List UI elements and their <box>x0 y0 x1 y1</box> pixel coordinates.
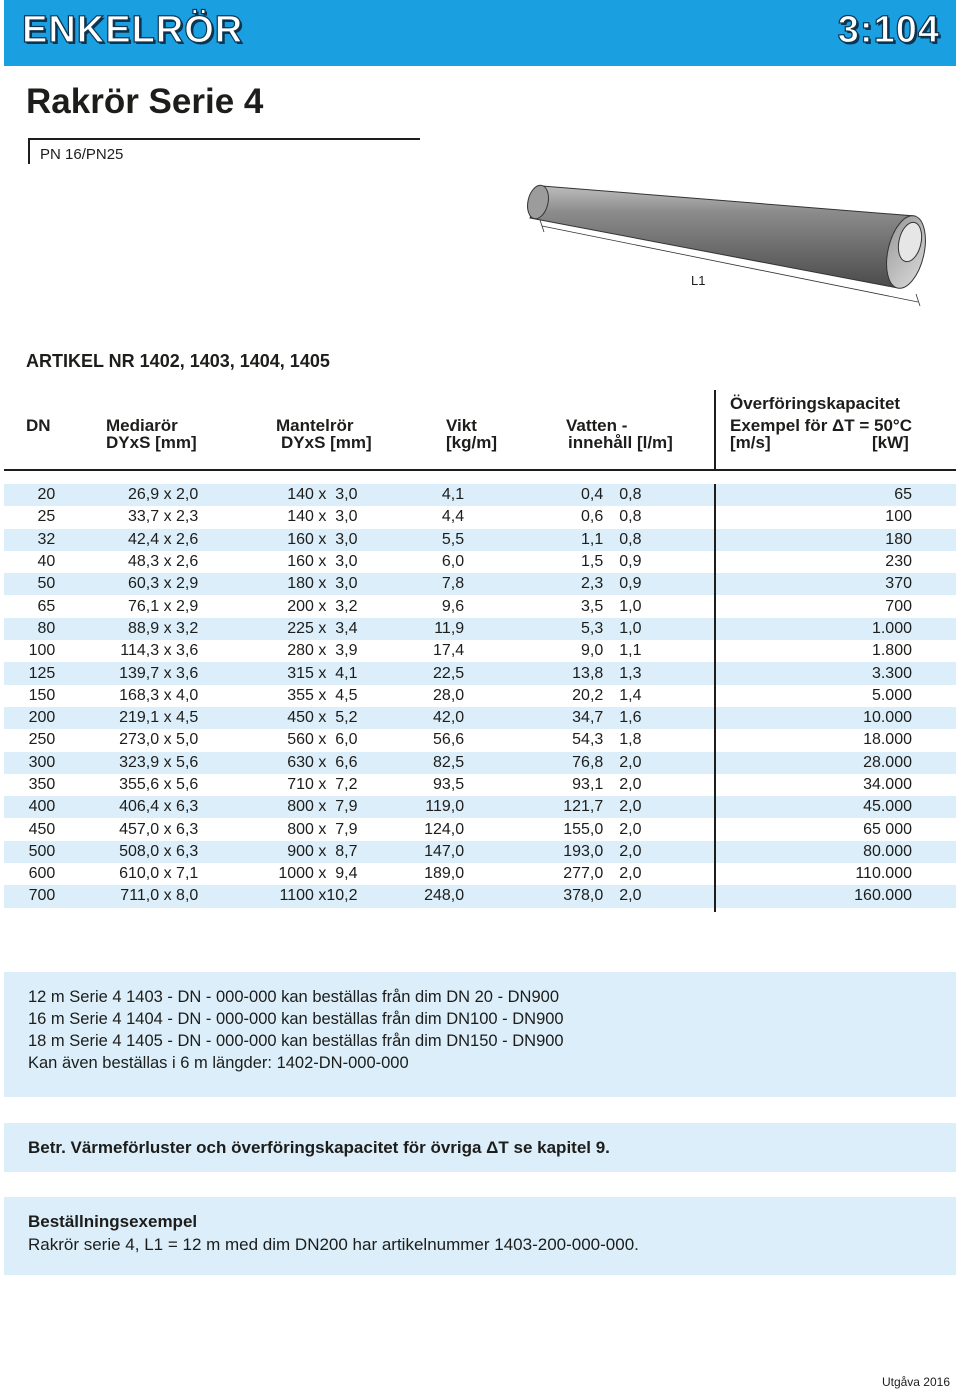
table-cell: 200 <box>4 707 55 729</box>
table-cell: 65 <box>667 484 956 506</box>
table-cell: 114,3 x 3,6 <box>55 640 198 662</box>
table-cell: 140 x 3,0 <box>198 506 357 528</box>
table-cell: 225 x 3,4 <box>198 618 357 640</box>
table-cell: 370 <box>667 573 956 595</box>
col-header-power-unit: [kW] <box>872 433 909 452</box>
table-cell: 160 x 3,0 <box>198 529 357 551</box>
table-cell: 1.000 <box>667 618 956 640</box>
table-cell: 40 <box>4 551 55 573</box>
table-cell: 355,6 x 5,6 <box>55 774 198 796</box>
table-cell: 277,0 <box>464 863 603 885</box>
table-cell: 34.000 <box>667 774 956 796</box>
table-row <box>4 529 956 551</box>
edition-label: Utgåva 2016 <box>881 1375 950 1389</box>
table-cell: 500 <box>4 841 55 863</box>
remark-text: Betr. Värmeförluster och överföringskapacitet för övriga ΔT se kapitel 9. <box>28 1138 610 1157</box>
table-cell: 80 <box>4 618 55 640</box>
table-cell: 711,0 x 8,0 <box>55 885 198 907</box>
col-header-speed-unit: [m/s] <box>730 433 771 452</box>
table-cell: 378,0 <box>464 885 603 907</box>
table-cell: 28,0 <box>357 685 464 707</box>
table-cell: 65 <box>4 595 55 617</box>
table-cell: 1,8 <box>603 729 666 751</box>
pipe-illustration <box>520 176 940 306</box>
order-example-text: Rakrör serie 4, L1 = 12 m med dim DN200 har artikelnummer 1403-200-000-000. <box>28 1235 639 1254</box>
table-row <box>4 752 956 774</box>
table-cell: 700 <box>667 595 956 617</box>
banner-page-number: 3:104 <box>837 9 940 51</box>
table-row <box>4 618 956 640</box>
table-cell: 2,0 <box>603 774 666 796</box>
table-cell: 1,0 <box>603 595 666 617</box>
table-cell: 1000 x 9,4 <box>198 863 357 885</box>
table-cell: 5,5 <box>357 529 464 551</box>
table-row <box>4 595 956 617</box>
banner-title: ENKELRÖR <box>22 9 244 51</box>
table-row <box>4 841 956 863</box>
table-cell: 56,6 <box>357 729 464 751</box>
table-cell: 28.000 <box>667 752 956 774</box>
table-cell: 160.000 <box>667 885 956 907</box>
table-cell: 13,8 <box>464 662 603 684</box>
table-cell: 900 x 8,7 <box>198 841 357 863</box>
table-row <box>4 640 956 662</box>
table-row <box>4 863 956 885</box>
col-header-mantel-unit: DYxS [mm] <box>281 433 372 452</box>
table-cell: 2,0 <box>603 885 666 907</box>
table-cell: 800 x 7,9 <box>198 818 357 840</box>
table-cell: 355 x 4,5 <box>198 685 357 707</box>
table-divider <box>714 484 716 912</box>
table-cell: 5,3 <box>464 618 603 640</box>
remark-box <box>4 1123 956 1172</box>
table-cell: 0,8 <box>603 506 666 528</box>
table-cell: 457,0 x 6,3 <box>55 818 198 840</box>
table-cell: 65 000 <box>667 818 956 840</box>
table-cell: 710 x 7,2 <box>198 774 357 796</box>
table-cell: 0,6 <box>464 506 603 528</box>
table-row <box>4 685 956 707</box>
table-cell: 0,8 <box>603 484 666 506</box>
table-cell: 60,3 x 2,9 <box>55 573 198 595</box>
table-cell: 150 <box>4 685 55 707</box>
table-cell: 26,9 x 2,0 <box>55 484 198 506</box>
table-cell: 350 <box>4 774 55 796</box>
table-cell: 315 x 4,1 <box>198 662 357 684</box>
table-cell: 82,5 <box>357 752 464 774</box>
table-cell: 323,9 x 5,6 <box>55 752 198 774</box>
table-cell: 54,3 <box>464 729 603 751</box>
table-cell: 300 <box>4 752 55 774</box>
table-cell: 1,6 <box>603 707 666 729</box>
table-cell: 630 x 6,6 <box>198 752 357 774</box>
table-cell: 248,0 <box>357 885 464 907</box>
table-cell: 3,5 <box>464 595 603 617</box>
table-cell: 140 x 3,0 <box>198 484 357 506</box>
table-cell: 33,7 x 2,3 <box>55 506 198 528</box>
table-cell: 0,8 <box>603 529 666 551</box>
table-row <box>4 796 956 818</box>
table-cell: 3.300 <box>667 662 956 684</box>
col-header-mantel: Mantelrör <box>276 416 354 435</box>
table-cell: 273,0 x 5,0 <box>55 729 198 751</box>
header-divider <box>714 390 716 469</box>
table-row <box>4 551 956 573</box>
table-cell: 508,0 x 6,3 <box>55 841 198 863</box>
table-cell: 2,0 <box>603 752 666 774</box>
table-cell: 400 <box>4 796 55 818</box>
table-cell: 7,8 <box>357 573 464 595</box>
table-cell: 2,0 <box>603 818 666 840</box>
col-header-capacity: Överföringskapacitet <box>730 394 901 413</box>
col-header-vatten-unit: innehåll [l/m] <box>568 433 673 452</box>
table-cell: 93,1 <box>464 774 603 796</box>
table-cell: 9,6 <box>357 595 464 617</box>
pressure-class-box <box>28 138 420 164</box>
table-cell: 800 x 7,9 <box>198 796 357 818</box>
article-numbers: ARTIKEL NR 1402, 1403, 1404, 1405 <box>26 351 330 371</box>
table-cell: 100 <box>4 640 55 662</box>
order-info-line-2: 16 m Serie 4 1404 - DN - 000-000 kan beställas från dim DN100 - DN900 <box>28 1010 564 1028</box>
order-example-heading: Beställningsexempel <box>28 1212 198 1231</box>
table-cell: 2,0 <box>603 863 666 885</box>
table-cell: 200 x 3,2 <box>198 595 357 617</box>
table-cell: 124,0 <box>357 818 464 840</box>
table-cell: 45.000 <box>667 796 956 818</box>
dimension-table <box>4 484 956 908</box>
table-row <box>4 573 956 595</box>
table-cell: 600 <box>4 863 55 885</box>
col-header-capacity-example: Exempel för ΔT = 50°C <box>730 416 912 435</box>
order-example-box <box>4 1197 956 1275</box>
order-info-box <box>4 972 956 1097</box>
table-cell: 42,4 x 2,6 <box>55 529 198 551</box>
table-cell: 219,1 x 4,5 <box>55 707 198 729</box>
col-header-dn: DN <box>26 416 51 435</box>
table-cell: 34,7 <box>464 707 603 729</box>
table-cell: 1,0 <box>603 618 666 640</box>
table-cell: 76,1 x 2,9 <box>55 595 198 617</box>
table-cell: 121,7 <box>464 796 603 818</box>
table-cell: 193,0 <box>464 841 603 863</box>
table-cell: 1,1 <box>603 640 666 662</box>
table-cell: 50 <box>4 573 55 595</box>
table-cell: 110.000 <box>667 863 956 885</box>
table-row <box>4 729 956 751</box>
table-cell: 450 <box>4 818 55 840</box>
table-cell: 1100 x10,2 <box>198 885 357 907</box>
table-cell: 560 x 6,0 <box>198 729 357 751</box>
table-cell: 20 <box>4 484 55 506</box>
table-cell: 80.000 <box>667 841 956 863</box>
table-cell: 9,0 <box>464 640 603 662</box>
table-cell: 0,4 <box>464 484 603 506</box>
table-cell: 2,0 <box>603 796 666 818</box>
col-header-vikt: Vikt <box>446 416 477 435</box>
table-cell: 610,0 x 7,1 <box>55 863 198 885</box>
table-cell: 1,3 <box>603 662 666 684</box>
pressure-class-label: PN 16/PN25 <box>40 146 124 163</box>
table-cell: 1,5 <box>464 551 603 573</box>
col-header-vikt-unit: [kg/m] <box>446 433 497 452</box>
table-cell: 10.000 <box>667 707 956 729</box>
table-cell: 42,0 <box>357 707 464 729</box>
table-cell: 230 <box>667 551 956 573</box>
table-row <box>4 707 956 729</box>
table-cell: 100 <box>667 506 956 528</box>
table-cell: 450 x 5,2 <box>198 707 357 729</box>
table-cell: 5.000 <box>667 685 956 707</box>
table-cell: 1,4 <box>603 685 666 707</box>
table-cell: 4,1 <box>357 484 464 506</box>
order-info-line-3: 18 m Serie 4 1405 - DN - 000-000 kan beställas från dim DN150 - DN900 <box>28 1032 564 1050</box>
table-cell: 2,0 <box>603 841 666 863</box>
header-rule <box>4 469 956 471</box>
table-cell: 32 <box>4 529 55 551</box>
table-cell: 88,9 x 3,2 <box>55 618 198 640</box>
col-header-vatten: Vatten - <box>566 416 628 435</box>
table-cell: 139,7 x 3,6 <box>55 662 198 684</box>
col-header-medie-unit: DYxS [mm] <box>106 433 197 452</box>
table-row <box>4 506 956 528</box>
table-row <box>4 484 956 506</box>
table-cell: 189,0 <box>357 863 464 885</box>
table-cell: 125 <box>4 662 55 684</box>
table-row <box>4 885 956 907</box>
table-cell: 119,0 <box>357 796 464 818</box>
table-cell: 2,3 <box>464 573 603 595</box>
order-info-line-4: Kan även beställas i 6 m längder: 1402-DN-000-000 <box>28 1054 409 1072</box>
header-banner <box>4 0 956 66</box>
table-cell: 0,9 <box>603 573 666 595</box>
table-cell: 11,9 <box>357 618 464 640</box>
table-cell: 22,5 <box>357 662 464 684</box>
col-header-medie: Mediarör <box>106 416 178 435</box>
table-cell: 250 <box>4 729 55 751</box>
table-cell: 25 <box>4 506 55 528</box>
table-cell: 700 <box>4 885 55 907</box>
table-row <box>4 662 956 684</box>
table-cell: 160 x 3,0 <box>198 551 357 573</box>
table-cell: 1,1 <box>464 529 603 551</box>
table-cell: 0,9 <box>603 551 666 573</box>
table-row <box>4 774 956 796</box>
length-label: L1 <box>691 273 706 288</box>
table-cell: 18.000 <box>667 729 956 751</box>
table-cell: 180 x 3,0 <box>198 573 357 595</box>
table-cell: 1.800 <box>667 640 956 662</box>
page-title: Rakrör Serie 4 <box>26 82 264 121</box>
table-cell: 168,3 x 4,0 <box>55 685 198 707</box>
order-info-line-1: 12 m Serie 4 1403 - DN - 000-000 kan beställas från dim DN 20 - DN900 <box>28 988 560 1006</box>
table-cell: 406,4 x 6,3 <box>55 796 198 818</box>
table-cell: 76,8 <box>464 752 603 774</box>
table-cell: 48,3 x 2,6 <box>55 551 198 573</box>
table-cell: 4,4 <box>357 506 464 528</box>
table-cell: 17,4 <box>357 640 464 662</box>
table-cell: 6,0 <box>357 551 464 573</box>
table-cell: 147,0 <box>357 841 464 863</box>
table-row <box>4 818 956 840</box>
table-cell: 20,2 <box>464 685 603 707</box>
table-cell: 280 x 3,9 <box>198 640 357 662</box>
table-cell: 180 <box>667 529 956 551</box>
table-cell: 93,5 <box>357 774 464 796</box>
table-cell: 155,0 <box>464 818 603 840</box>
